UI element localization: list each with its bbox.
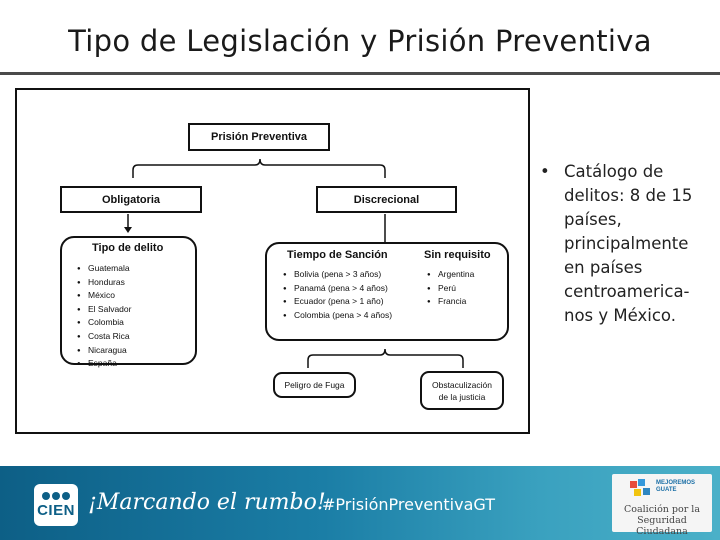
country-item: ● Colombia [77, 316, 131, 330]
sancion-item: ● Colombia (pena > 4 años) [283, 309, 392, 323]
bullet-item [540, 160, 712, 328]
bullet-text: Catálogo de delitos: 8 de 15 países, principalmente en países centroamerica-nos y México. [564, 162, 693, 325]
sin-requisito-item: ● Perú [427, 282, 474, 296]
sin-requisito-item: ● Francia [427, 295, 474, 309]
country-item: ● Honduras [77, 276, 131, 290]
node-obstaculizacion: Obstaculización de la justicia [420, 371, 504, 410]
cien-dots-icon [41, 489, 71, 503]
title-divider [0, 72, 720, 75]
country-item: ● Nicaragua [77, 344, 131, 358]
sancion-item: ● Bolivia (pena > 3 años) [283, 268, 392, 282]
footer-hashtag: #PrisiónPreventivaGT [322, 495, 495, 514]
cien-logo-text: CIEN [37, 502, 75, 519]
sin-requisito-heading: Sin requisito [424, 249, 491, 261]
sin-requisito-item: ● Argentina [427, 268, 474, 282]
bullet-marker: • [540, 162, 550, 181]
country-item: ● Costa Rica [77, 330, 131, 344]
obligatoria-country-list [77, 262, 131, 371]
footer-slogan: ¡Marcando el rumbo! [88, 490, 326, 515]
sancion-item: ● Ecuador (pena > 1 año) [283, 295, 392, 309]
country-item: ● El Salvador [77, 303, 131, 317]
country-item: ● España [77, 357, 131, 371]
bullet-list [540, 160, 712, 328]
country-item: ● México [77, 289, 131, 303]
cien-logo [34, 484, 78, 526]
sancion-item: ● Panamá (pena > 4 años) [283, 282, 392, 296]
node-peligro-de-fuga: Peligro de Fuga [273, 372, 356, 398]
country-item: ● Guatemala [77, 262, 131, 276]
coalicion-logo [612, 474, 712, 537]
node-prision-preventiva: Prisión Preventiva [188, 123, 330, 151]
sin-requisito-country-list [427, 268, 474, 309]
tiempo-de-sancion-heading: Tiempo de Sanción [287, 249, 388, 261]
slide-title: Tipo de Legislación y Prisión Preventiva [68, 24, 652, 58]
node-discrecional: Discrecional [316, 186, 457, 213]
node-discrecional-detail [265, 242, 509, 341]
tipo-de-delito-heading: Tipo de delito [92, 242, 164, 254]
node-tipo-de-delito [60, 236, 197, 369]
sancion-country-list [283, 268, 392, 322]
coalicion-name: Coalición por la Seguridad Ciudadana [623, 504, 700, 537]
node-obligatoria: Obligatoria [60, 186, 202, 213]
mejoremos-guate-icon [628, 478, 654, 500]
mejoremos-guate-text: MEJOREMOS GUATE [656, 480, 696, 493]
